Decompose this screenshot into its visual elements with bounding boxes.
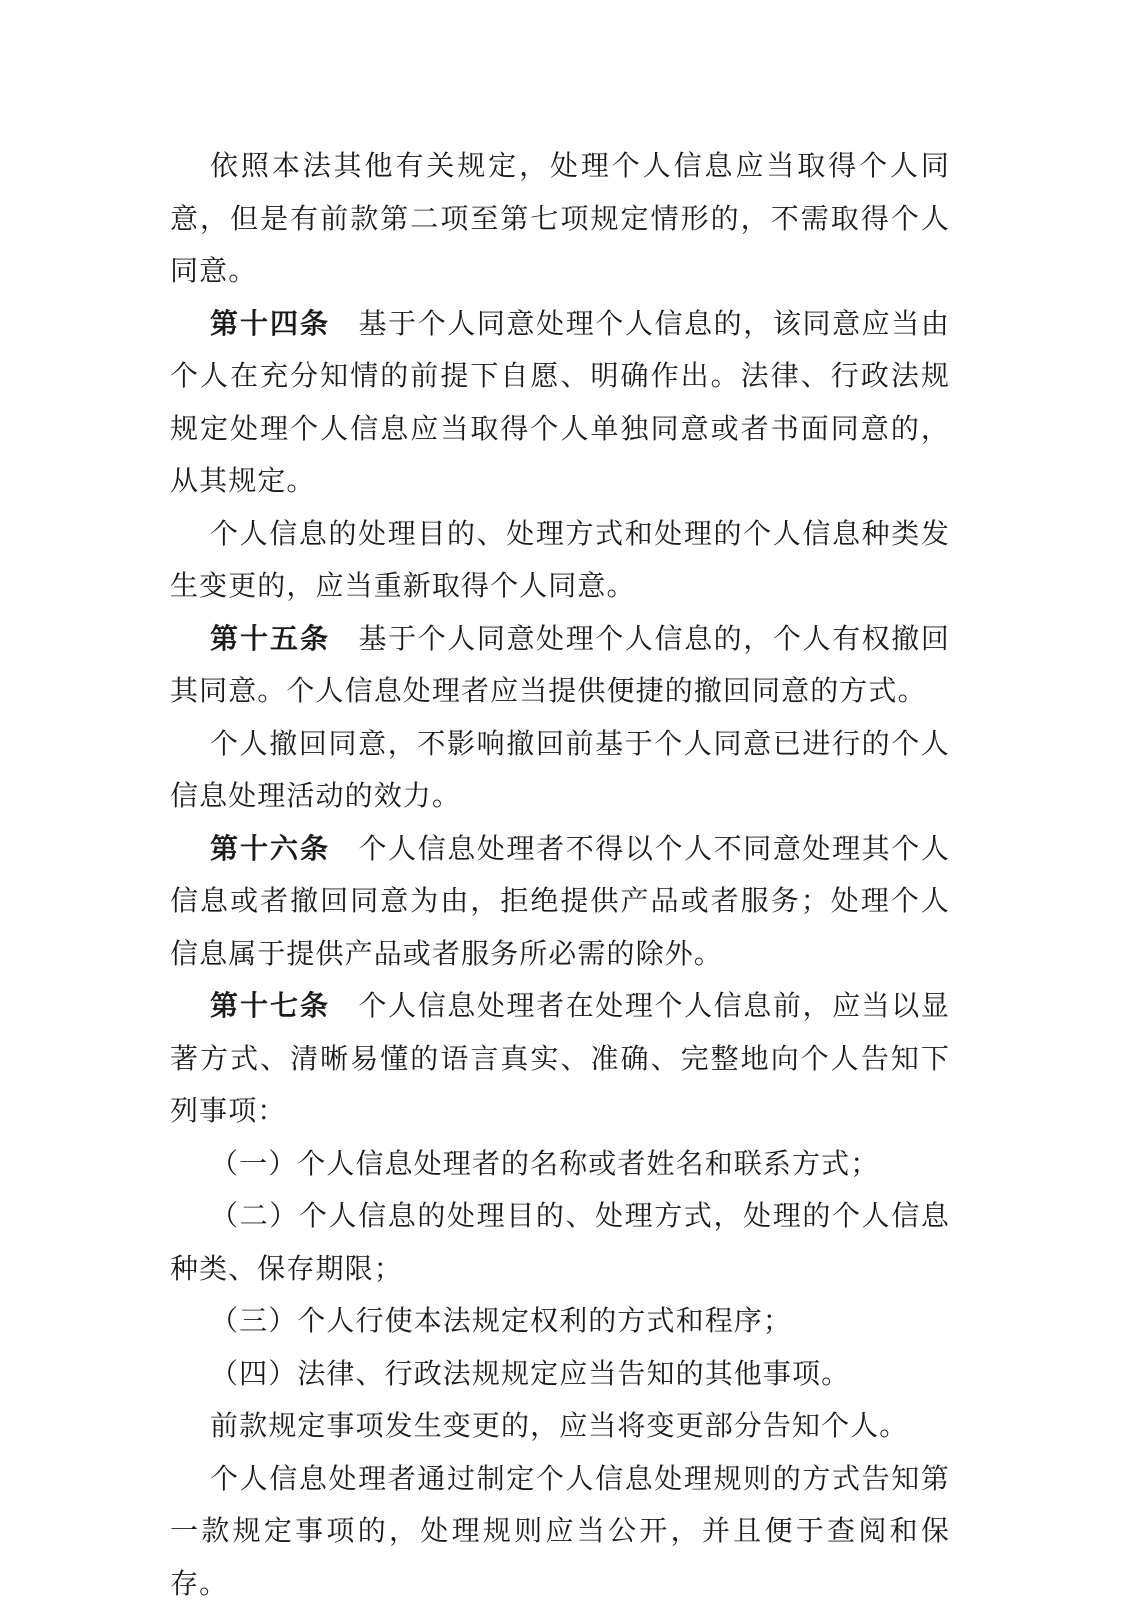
document-body [170,140,950,1610]
paragraph-text: （二）个人信息的处理目的、处理方式，处理的个人信息种类、保存期限； [170,1199,950,1285]
list-item [170,1138,950,1191]
paragraph [170,718,950,823]
article-paragraph [170,298,950,508]
paragraph-text: 基于个人同意处理个人信息的，个人有权撤回其同意。个人信息处理者应当提供便捷的撤回同意的方式。 [170,622,950,708]
article-paragraph [170,980,950,1138]
paragraph [170,140,950,298]
article-number: 第十五条 [210,622,330,655]
article-paragraph [170,613,950,718]
list-item [170,1348,950,1401]
paragraph-text: 个人撤回同意，不影响撤回前基于个人同意已进行的个人信息处理活动的效力。 [170,727,950,813]
paragraph-text: 个人信息处理者通过制定个人信息处理规则的方式告知第一款规定事项的，处理规则应当公开，并且便于查阅和保存。 [170,1462,950,1600]
article-number: 第十七条 [210,989,330,1022]
paragraph-text: 个人信息处理者在处理个人信息前，应当以显著方式、清晰易懂的语言真实、准确、完整地向个人告知下列事项： [170,989,950,1127]
paragraph-text: 基于个人同意处理个人信息的，该同意应当由个人在充分知情的前提下自愿、明确作出。法律、行政法规规定处理个人信息应当取得个人单独同意或者书面同意的，从其规定。 [170,307,950,498]
paragraph-text: 个人信息处理者不得以个人不同意处理其个人信息或者撤回同意为由，拒绝提供产品或者服务；处理个人信息属于提供产品或者服务所必需的除外。 [170,832,950,970]
article-number: 第十四条 [210,307,330,340]
article-number: 第十六条 [210,832,330,865]
article-paragraph [170,823,950,981]
paragraph [170,508,950,613]
paragraph-text: 个人信息的处理目的、处理方式和处理的个人信息种类发生变更的，应当重新取得个人同意。 [170,517,950,603]
paragraph-text: （四）法律、行政法规规定应当告知的其他事项。 [210,1357,850,1390]
paragraph [170,1453,950,1610]
paragraph-text: （三）个人行使本法规定权利的方式和程序； [210,1304,792,1337]
paragraph-text: （一）个人信息处理者的名称或者姓名和联系方式； [210,1147,879,1180]
paragraph-text: 前款规定事项发生变更的，应当将变更部分告知个人。 [210,1409,908,1442]
list-item [170,1295,950,1348]
list-item [170,1190,950,1295]
paragraph [170,1400,950,1453]
paragraph-text: 依照本法其他有关规定，处理个人信息应当取得个人同意，但是有前款第二项至第七项规定情形的，不需取得个人同意。 [170,149,950,287]
